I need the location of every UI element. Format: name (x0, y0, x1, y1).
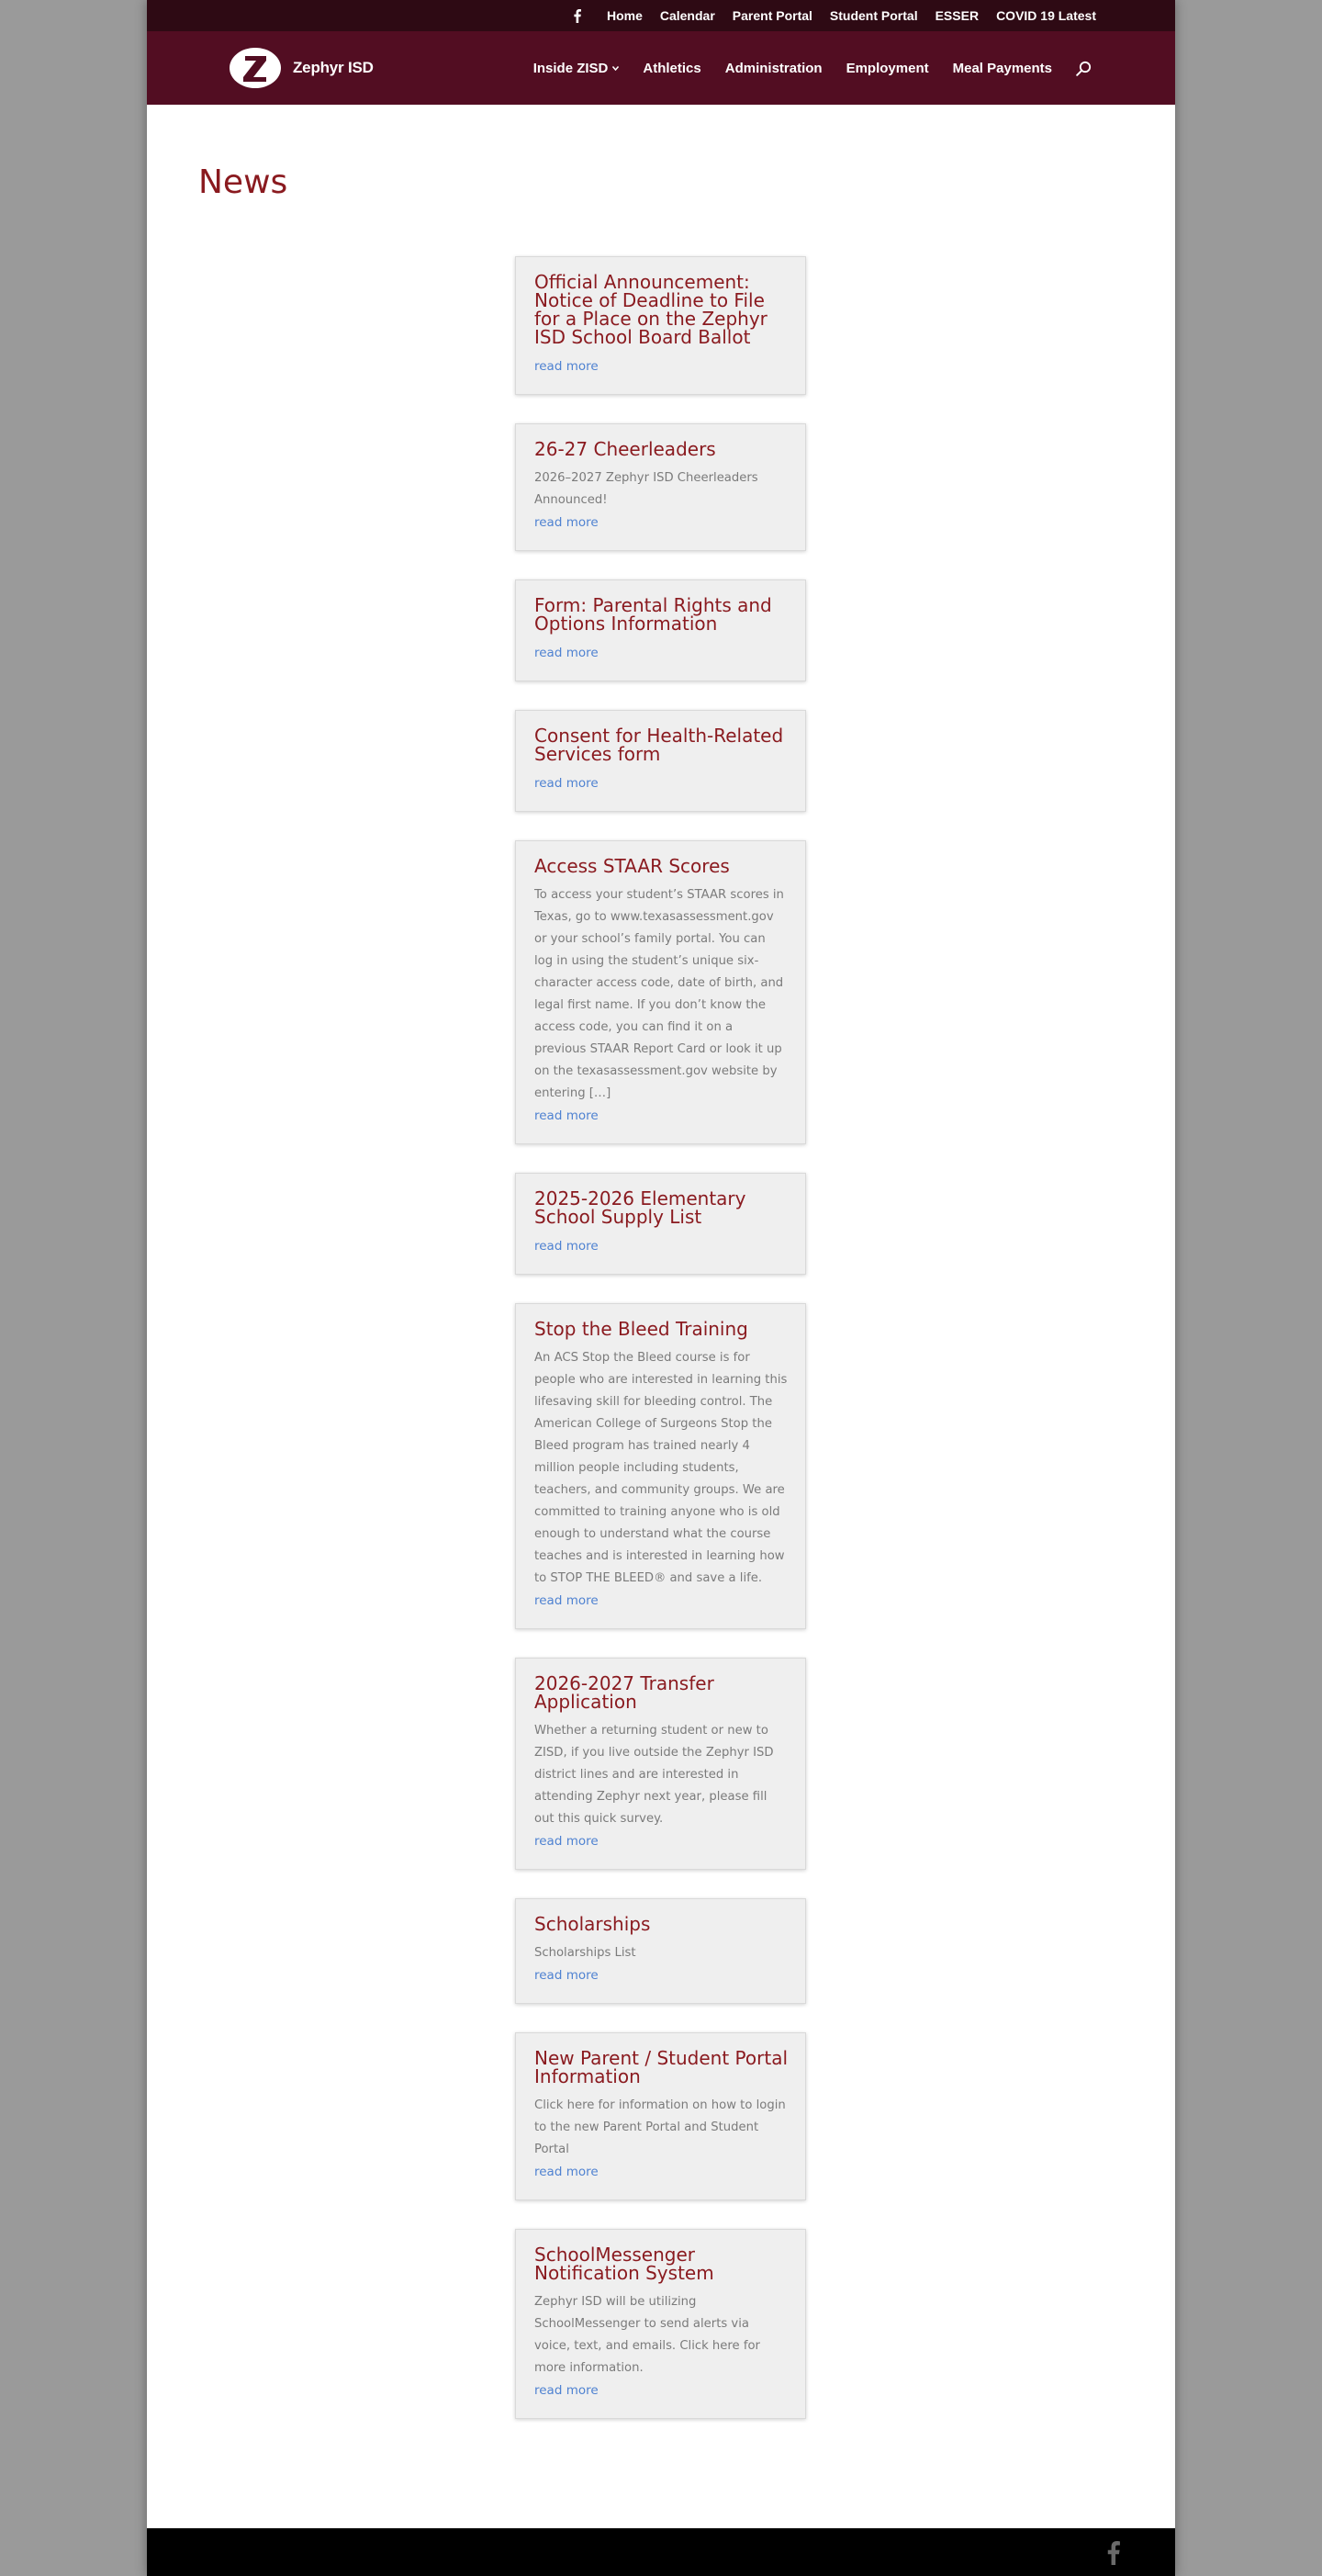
main-nav (533, 31, 1092, 105)
page-title: News (198, 163, 288, 201)
news-excerpt: 2026–2027 Zephyr ISD Cheerleaders Announced! (534, 471, 758, 507)
chevron-down-icon (612, 66, 619, 71)
footer (147, 2528, 1175, 2576)
read-more-link[interactable]: read more (534, 1834, 599, 1849)
read-more-link[interactable]: read more (534, 1593, 599, 1608)
read-more-link[interactable]: read more (534, 515, 599, 530)
read-more-link[interactable]: read more (534, 1108, 599, 1123)
top-link-esser[interactable]: ESSER (935, 8, 980, 23)
news-card (515, 256, 806, 395)
news-title[interactable]: Access STAAR Scores (534, 855, 730, 877)
news-card (515, 840, 806, 1144)
news-list (515, 256, 806, 2447)
read-more-link[interactable]: read more (534, 646, 599, 660)
top-link-calendar[interactable]: Calendar (659, 8, 715, 23)
top-link-parent-portal[interactable]: Parent Portal (732, 8, 812, 23)
top-bar (147, 0, 1175, 31)
top-link-student-portal[interactable]: Student Portal (829, 8, 918, 23)
news-card (515, 579, 806, 681)
site-logo[interactable] (229, 47, 374, 89)
news-card (515, 1303, 806, 1629)
news-title[interactable]: SchoolMessenger Notification System (534, 2244, 714, 2284)
main-header (147, 31, 1175, 105)
news-title[interactable]: Consent for Health-Related Services form (534, 725, 784, 765)
news-card (515, 1173, 806, 1275)
news-card (515, 2229, 806, 2419)
news-excerpt: Zephyr ISD will be utilizing SchoolMessenger to send alerts via voice, text, and emails. Click here for more information. (534, 2295, 760, 2375)
logo-text: Zephyr ISD (293, 59, 374, 76)
news-card (515, 1658, 806, 1870)
nav-athletics[interactable]: Athletics (643, 60, 701, 76)
news-title[interactable]: Official Announcement: Notice of Deadline to File for a Place on the Zephyr ISD School Board Ballot (534, 271, 767, 348)
read-more-link[interactable]: read more (534, 1968, 599, 1983)
news-excerpt: Whether a returning student or new to ZISD, if you live outside the Zephyr ISD district lines and are interested in attending Zephyr next year, please fill out this quick survey. (534, 1724, 774, 1826)
logo-mark-icon (229, 47, 282, 89)
page-container (147, 0, 1175, 2576)
top-link-home[interactable]: Home (606, 8, 643, 23)
news-title[interactable]: 2026-2027 Transfer Application (534, 1672, 714, 1713)
news-excerpt: Click here for information on how to login to the new Parent Portal and Student Portal (534, 2098, 786, 2156)
read-more-link[interactable]: read more (534, 776, 599, 791)
news-title[interactable]: New Parent / Student Portal Information (534, 2047, 789, 2087)
news-title[interactable]: Scholarships (534, 1913, 651, 1935)
nav-meal-payments[interactable]: Meal Payments (952, 60, 1052, 76)
search-icon[interactable] (1076, 60, 1092, 76)
facebook-icon[interactable] (571, 8, 584, 23)
top-links (571, 0, 1096, 31)
news-title[interactable]: Form: Parental Rights and Options Information (534, 594, 772, 635)
read-more-link[interactable]: read more (534, 359, 599, 374)
news-card (515, 1898, 806, 2004)
read-more-link[interactable]: read more (534, 2383, 599, 2398)
facebook-icon[interactable] (1107, 2541, 1120, 2565)
news-title[interactable]: Stop the Bleed Training (534, 1318, 748, 1340)
news-excerpt: To access your student’s STAAR scores in Texas, go to www.texasassessment.gov or your school’s family portal. You can log in using the student’s unique six-character access code, date of birth, and legal first name. If you don’t know the access code, you can find it on a previous STAAR Report Card or look it up on the texasassessment.gov website by entering […] (534, 888, 784, 1100)
read-more-link[interactable]: read more (534, 1239, 599, 1254)
nav-employment[interactable]: Employment (846, 60, 929, 76)
news-excerpt: Scholarships List (534, 1946, 636, 1960)
news-title[interactable]: 2025-2026 Elementary School Supply List (534, 1187, 746, 1228)
nav-inside-zisd[interactable] (533, 61, 620, 76)
news-excerpt: An ACS Stop the Bleed course is for people who are interested in learning this lifesaving skill for bleeding control. The American College of Surgeons Stop the Bleed program has trained nearly 4 million people including students, teachers, and community groups. We are committed to training anyone who is old enough to understand what the course teaches and is interested in learning how to STOP THE BLEED® and save a life. (534, 1351, 788, 1585)
top-link-covid[interactable]: COVID 19 Latest (996, 8, 1096, 23)
nav-label: Inside ZISD (532, 60, 609, 76)
news-card (515, 710, 806, 812)
read-more-link[interactable]: read more (534, 2165, 599, 2179)
nav-administration[interactable]: Administration (724, 60, 823, 76)
news-card (515, 2032, 806, 2200)
news-card (515, 423, 806, 551)
news-title[interactable]: 26-27 Cheerleaders (534, 438, 716, 460)
